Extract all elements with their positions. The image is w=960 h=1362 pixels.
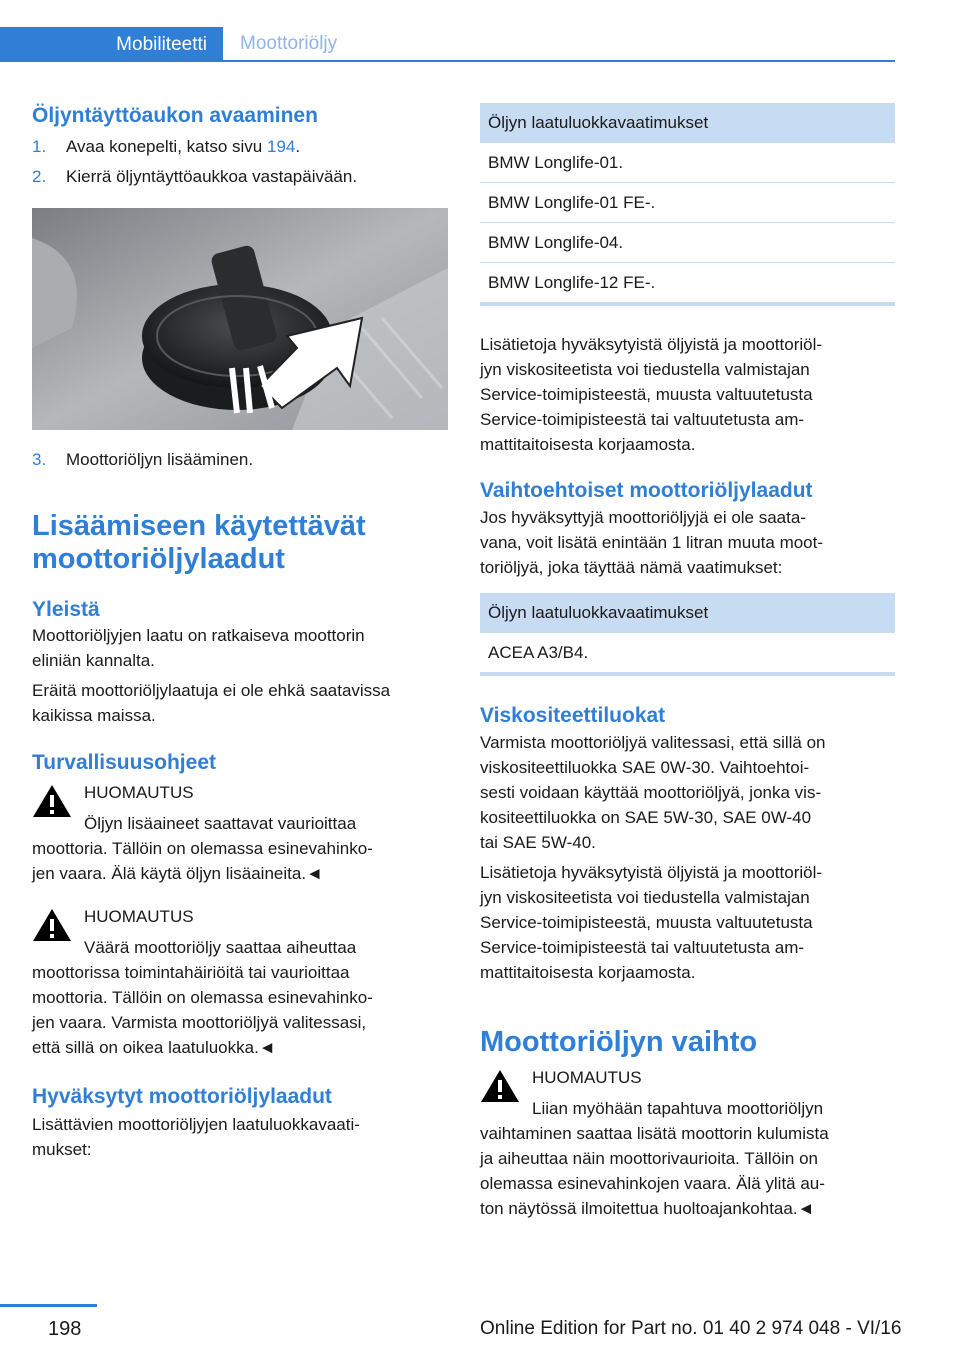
page-link[interactable]: 194 xyxy=(266,137,296,156)
info-paragraph-1 xyxy=(480,332,896,457)
heading-alternative: Vaihtoehtoiset moottoriöljylaadut xyxy=(480,479,813,502)
alt-line: toriöljyä, joka täyttää nämä vaatimukset: xyxy=(480,558,783,577)
info-line: Lisätietoja hyväksytyistä öljyistä ja moottoriöl- xyxy=(480,863,823,882)
left-column xyxy=(32,100,448,1162)
header-tabs xyxy=(0,0,960,62)
approved-l2: mukset: xyxy=(32,1140,92,1159)
warning-triangle-icon xyxy=(32,908,72,942)
step-1 xyxy=(32,134,448,159)
warning-text: että sillä on oikea laatuluokka.◄ xyxy=(32,1038,276,1057)
alt-oil-spec-table xyxy=(480,593,895,676)
step-3 xyxy=(32,447,448,472)
step-text: Kierrä öljyntäyttöaukkoa vastapäivään. xyxy=(66,167,358,186)
warning-text: ton näytössä ilmoitettua huoltoajankohtaa.◄ xyxy=(480,1199,815,1218)
warning-text: olemassa esinevahinkojen vaara. Älä ylitä au- xyxy=(480,1174,825,1193)
general-p1-l1: Moottoriöljyjen laatu on ratkaiseva moottorin xyxy=(32,626,365,645)
tab-mobiliteetti[interactable]: Mobiliteetti xyxy=(0,27,223,62)
visc-line: viskositeettiluokka SAE 0W-30. Vaihtoehtoi- xyxy=(480,758,810,777)
right-column xyxy=(480,103,896,1221)
table-row: BMW Longlife-01. xyxy=(480,143,895,183)
steps-list-cont xyxy=(32,447,448,472)
info-line: Service-toimipisteestä tai valtuutetusta am- xyxy=(480,410,805,429)
table-header: Öljyn laatuluokkavaatimukset xyxy=(480,103,895,143)
visc-line: sesti voidaan käyttää moottoriöljyä, jonka vis- xyxy=(480,783,822,802)
info-line: Lisätietoja hyväksytyistä öljyistä ja moottoriöl- xyxy=(480,335,823,354)
table-row: BMW Longlife-12 FE-. xyxy=(480,263,895,305)
warning-3 xyxy=(480,1065,896,1221)
approved-l1: Lisättävien moottoriöljyjen laatuluokkavaati- xyxy=(32,1115,360,1134)
general-p2-l1: Eräitä moottoriöljylaatuja ei ole ehkä saatavissa xyxy=(32,681,391,700)
warning-text: moottoria. Tällöin on olemassa esinevahinko- xyxy=(32,988,373,1007)
step-number: 3. xyxy=(32,450,47,469)
step-text: Avaa konepelti, katso sivu xyxy=(66,137,267,156)
warning-title: HUOMAUTUS xyxy=(84,907,194,926)
table-row: BMW Longlife-04. xyxy=(480,223,895,263)
table-row: ACEA A3/B4. xyxy=(480,633,895,674)
heading-oil-change: Moottoriöljyn vaihto xyxy=(480,1026,758,1058)
info-line: Service-toimipisteestä, muusta valtuutetusta xyxy=(480,913,813,932)
heading-viscosity: Viskositeettiluokat xyxy=(480,704,666,727)
heading-add-oil-line1: Lisäämiseen käytettävät xyxy=(32,510,366,542)
visc-line: Varmista moottoriöljyä valitessasi, että sillä on xyxy=(480,733,826,752)
info-line: jyn viskositeetista voi tiedustella valmistajan xyxy=(480,360,810,379)
info-line: Service-toimipisteestä, muusta valtuutetusta xyxy=(480,385,813,404)
general-p1-l2: eliniän kannalta. xyxy=(32,651,155,670)
info-paragraph-2 xyxy=(480,860,896,985)
warning-title: HUOMAUTUS xyxy=(532,1068,642,1087)
visc-line: kositeettiluokka on SAE 5W-30, SAE 0W-40 xyxy=(480,808,812,827)
warning-text: moottorissa toimintahäiriöitä tai vaurioittaa xyxy=(32,963,350,982)
heading-opening: Öljyntäyttöaukon avaaminen xyxy=(32,104,318,127)
warning-text: Liian myöhään tapahtuva moottoriöljyn xyxy=(532,1099,824,1118)
warning-title: HUOMAUTUS xyxy=(84,783,194,802)
heading-add-oil-line2: moottoriöljylaadut xyxy=(32,543,285,575)
warning-text: jen vaara. Varmista moottoriöljyä valitessasi, xyxy=(32,1013,367,1032)
heading-safety: Turvallisuusohjeet xyxy=(32,751,216,774)
table-row: BMW Longlife-01 FE-. xyxy=(480,183,895,223)
warning-text: ja aiheuttaa näin moottorivaurioita. Tällöin on xyxy=(480,1149,819,1168)
warning-triangle-icon xyxy=(480,1069,520,1103)
step-text: Moottoriöljyn lisääminen. xyxy=(66,450,254,469)
alt-line: vana, voit lisätä enintään 1 litran muuta moot- xyxy=(480,533,824,552)
warning-text: moottoria. Tällöin on olemassa esinevahinko- xyxy=(32,839,373,858)
step-text-end: . xyxy=(295,137,301,156)
steps-list xyxy=(32,134,448,189)
table-header: Öljyn laatuluokkavaatimukset xyxy=(480,593,895,633)
step-number: 2. xyxy=(32,167,47,186)
oil-spec-table xyxy=(480,103,895,306)
heading-approved: Hyväksytyt moottoriöljylaadut xyxy=(32,1085,332,1108)
general-p2-l2: kaikissa maissa. xyxy=(32,706,156,725)
warning-text: Väärä moottoriöljy saattaa aiheuttaa xyxy=(84,938,357,957)
warning-text: Öljyn lisäaineet saattavat vaurioittaa xyxy=(84,814,357,833)
warning-triangle-icon xyxy=(32,784,72,818)
warning-2 xyxy=(32,904,448,1060)
visc-line: tai SAE 5W-40. xyxy=(480,833,596,852)
step-number: 1. xyxy=(32,137,47,156)
warning-1 xyxy=(32,780,448,886)
warning-text: jen vaara. Älä käytä öljyn lisäaineita.◄ xyxy=(32,864,323,883)
footer-rule xyxy=(0,1304,97,1307)
step-2 xyxy=(32,164,448,189)
section-add-oil xyxy=(32,510,448,576)
info-line: mattitaitoisesta korjaamosta. xyxy=(480,963,696,982)
oil-filler-cap-photo xyxy=(32,208,448,430)
header-rule xyxy=(0,60,895,62)
alt-line: Jos hyväksyttyjä moottoriöljyjä ei ole saata- xyxy=(480,508,806,527)
heading-general: Yleistä xyxy=(32,598,100,621)
tab-moottorioljy[interactable]: Moottoriöljy xyxy=(240,33,338,54)
edition-text: Online Edition for Part no. 01 40 2 974 048 - VI/16 xyxy=(480,1318,902,1339)
info-line: jyn viskositeetista voi tiedustella valmistajan xyxy=(480,888,810,907)
info-line: mattitaitoisesta korjaamosta. xyxy=(480,435,696,454)
warning-text: vaihtaminen saattaa lisätä moottorin kulumista xyxy=(480,1124,829,1143)
page-number: 198 xyxy=(48,1318,82,1340)
info-line: Service-toimipisteestä tai valtuutetusta am- xyxy=(480,938,805,957)
